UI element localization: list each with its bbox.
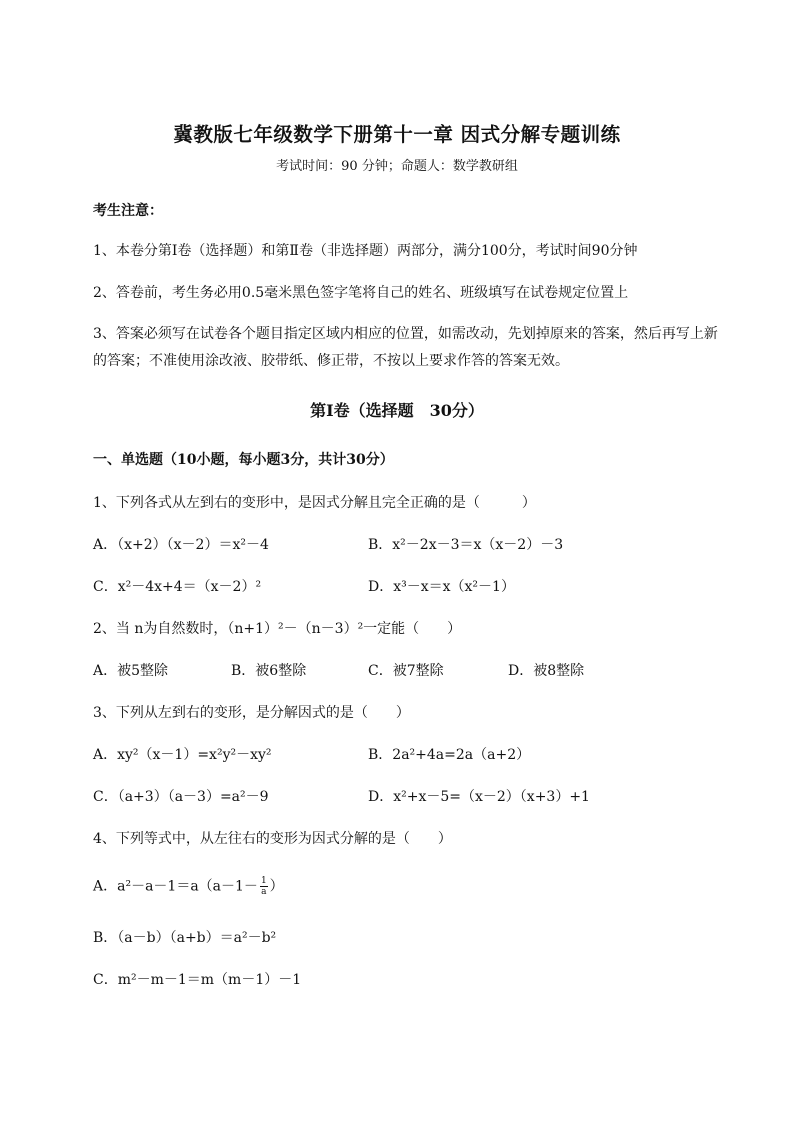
- section-heading: 一、单选题（10小题，每小题3分，共计30分）: [93, 452, 394, 468]
- notice-item-3-line-1: 3、答案必须写在试卷各个题目指定区域内相应的位置，如需改动，先划掉原来的答案，然后再写上新: [93, 326, 718, 342]
- question-4-stem: 4、下列等式中，从左往右的变形为因式分解的是（ ）: [93, 831, 452, 847]
- question-4-option-a: [93, 876, 284, 897]
- question-2-option-a: A．被5整除: [93, 663, 169, 679]
- question-3-option-d: D．x²+x－5=（x－2）（x+3）+1: [368, 789, 590, 805]
- question-1-option-d: D．x³－x＝x（x²－1）: [368, 579, 515, 595]
- question-4-option-c: C．m²－m－1＝m（m－1）－1: [93, 972, 302, 988]
- question-2-option-b: B．被6整除: [231, 663, 307, 679]
- question-3-option-a: A．xy²（x－1）=x²y²－xy²: [93, 747, 272, 763]
- fraction-denominator: a: [261, 887, 267, 897]
- question-4-option-b: B．（a－b）（a+b）＝a²－b²: [93, 930, 277, 946]
- question-1-option-a: A．（x+2）（x－2）＝x²－4: [93, 537, 269, 553]
- question-3-stem: 3、下列从左到右的变形，是分解因式的是（ ）: [93, 705, 410, 721]
- notice-item-2: 2、答卷前，考生务必用0.5毫米黑色签字笔将自己的姓名、班级填写在试卷规定位置上: [93, 285, 629, 301]
- fraction: [260, 876, 268, 897]
- question-3-option-c: C．（a+3）（a－3）=a²－9: [93, 789, 269, 805]
- notice-heading: 考生注意：: [93, 203, 163, 219]
- fraction-numerator: 1: [260, 876, 267, 886]
- question-1-option-b: B．x²－2x－3＝x（x－2）－3: [368, 537, 564, 553]
- notice-item-1: 1、本卷分第Ⅰ卷（选择题）和第Ⅱ卷（非选择题）两部分，满分100分，考试时间90分钟: [93, 243, 638, 259]
- question-4-option-a-close: ）: [269, 878, 284, 895]
- question-1-stem: 1、下列各式从左到右的变形中，是因式分解且完全正确的是（ ）: [93, 495, 536, 511]
- part1-title: 第Ⅰ卷（选择题 30分）: [310, 401, 484, 420]
- question-2-stem: 2、当 n为自然数时，（n+1）²－（n－3）²一定能（ ）: [93, 621, 462, 637]
- page-subtitle: 考试时间：90 分钟；命题人：数学教研组: [276, 159, 518, 174]
- question-4-option-a-text: A．a²－a－1＝a（a－1－: [93, 878, 258, 895]
- page-title: 冀教版七年级数学下册第十一章 因式分解专题训练: [173, 123, 621, 146]
- question-3-option-b: B．2a²+4a=2a（a+2）: [368, 747, 531, 763]
- question-2-option-c: C．被7整除: [368, 663, 444, 679]
- notice-item-3-line-2: 的答案；不准使用涂改液、胶带纸、修正带，不按以上要求作答的答案无效。: [93, 353, 569, 369]
- question-1-option-c: C．x²－4x+4＝（x－2）²: [93, 579, 262, 595]
- question-2-option-d: D．被8整除: [508, 663, 585, 679]
